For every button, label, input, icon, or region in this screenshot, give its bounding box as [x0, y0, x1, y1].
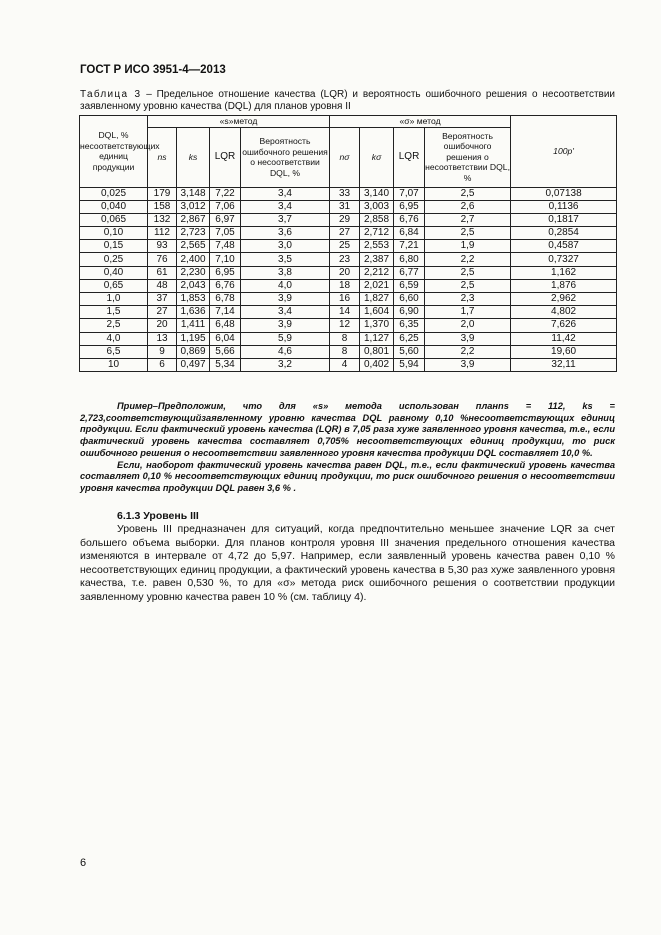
table-cell: 2,387	[360, 253, 394, 266]
table-row	[80, 266, 617, 279]
table-cell: 3,2	[241, 358, 330, 371]
table-cell: 16	[330, 293, 360, 306]
table-cell: 7,48	[210, 240, 241, 253]
table-caption	[80, 89, 615, 113]
table-cell: 0,07138	[511, 187, 617, 200]
header-s-method: «s»метод	[148, 116, 330, 128]
table-cell: 27	[330, 227, 360, 240]
section-body	[80, 523, 615, 605]
table-caption-text: – Предельное отношение качества (LQR) и вероятность ошибочного решения о несоответствии заявленному уровню качества (DQL) для планов уровня II	[80, 89, 616, 112]
table-cell: 3,6	[241, 227, 330, 240]
table-cell: 20	[148, 319, 177, 332]
table-cell: 29	[330, 213, 360, 226]
table-cell: 3,140	[360, 187, 394, 200]
table-cell: 2,230	[177, 266, 210, 279]
table-cell: 4,802	[511, 306, 617, 319]
table-cell: 112	[148, 227, 177, 240]
table-cell: 7,626	[511, 319, 617, 332]
table-cell: 6,59	[394, 279, 425, 292]
table-cell: 2,0	[425, 319, 511, 332]
table-cell: 0,65	[80, 279, 148, 292]
table-row	[80, 227, 617, 240]
table-cell: 5,9	[241, 332, 330, 345]
table-cell: 2,712	[360, 227, 394, 240]
table-cell: 27	[148, 306, 177, 319]
table-cell: 6,95	[210, 266, 241, 279]
header-sigma-method: «σ» метод	[330, 116, 511, 128]
table-cell: 6,76	[210, 279, 241, 292]
table-cell: 3,012	[177, 200, 210, 213]
table-cell: 10	[80, 358, 148, 371]
table-cell: 2,2	[425, 345, 511, 358]
section-paragraph: Уровень III предназначен для ситуаций, когда предпочтительно меньшее значение LQR за счет большего объема выборки. Для планов контроля уровня III значения предельного отношения качества изменяются в интервале от 4,72 до 5,97. Например, если заявленный уровень качества равен 0,10 % несоответствующих единиц продукции, а фактический уровень качества в 5,30 раз хуже заявленного уровня качества, т.е. равен 0,530 %, то для «σ» метода риск ошибочного решения о соответствии продукции заявленному уровню качества равен 10 % (см. таблицу 4).	[80, 523, 615, 603]
table-row	[80, 187, 617, 200]
table-cell: 0,869	[177, 345, 210, 358]
page-number: 6	[80, 857, 87, 869]
table-cell: 13	[148, 332, 177, 345]
table-cell: 0,1817	[511, 213, 617, 226]
table-cell: 0,402	[360, 358, 394, 371]
table-cell: 4	[330, 358, 360, 371]
table-cell: 6,78	[210, 293, 241, 306]
table-cell: 7,21	[394, 240, 425, 253]
table-cell: 31	[330, 200, 360, 213]
table-cell: 1,370	[360, 319, 394, 332]
table-cell: 7,10	[210, 253, 241, 266]
table-cell: 2,565	[177, 240, 210, 253]
table-cell: 1,9	[425, 240, 511, 253]
table-cell: 6,35	[394, 319, 425, 332]
table-cell: 1,5	[80, 306, 148, 319]
table-cell: 0,10	[80, 227, 148, 240]
table-cell: 1,162	[511, 266, 617, 279]
table-cell: 5,94	[394, 358, 425, 371]
table-cell: 11,42	[511, 332, 617, 345]
table-row	[80, 279, 617, 292]
table-cell: 0,497	[177, 358, 210, 371]
table-cell: 7,05	[210, 227, 241, 240]
table-row	[80, 306, 617, 319]
table-cell: 2,553	[360, 240, 394, 253]
section-heading: 6.1.3 Уровень III	[117, 510, 199, 522]
table-cell: 76	[148, 253, 177, 266]
table-cell: 93	[148, 240, 177, 253]
table-cell: 3,9	[241, 319, 330, 332]
table-cell: 9	[148, 345, 177, 358]
table-cell: 3,003	[360, 200, 394, 213]
table-cell: 2,5	[425, 227, 511, 240]
example-paragraph-2: Если, наоборот фактический уровень качества равен DQL, т.е., если фактический уровень качества составляет 0,10 % несоответствующих единиц продукции, то риск ошибочного решения о несоответствии уровня качества продукции DQL равен 3,6 % .	[80, 459, 615, 493]
example-block	[80, 401, 615, 495]
table-cell: 5,66	[210, 345, 241, 358]
table-cell: 33	[330, 187, 360, 200]
header-prob-sigma: Вероятность ошибочного решения о несоответствии DQL, %	[425, 127, 511, 187]
table-body	[80, 187, 617, 372]
table-cell: 5,60	[394, 345, 425, 358]
table-cell: 2,212	[360, 266, 394, 279]
table-cell: 2,3	[425, 293, 511, 306]
header-lqr-sigma: LQR	[394, 127, 425, 187]
table-cell: 23	[330, 253, 360, 266]
table-cell: 0,4587	[511, 240, 617, 253]
table-cell: 3,4	[241, 187, 330, 200]
table-cell: 1,411	[177, 319, 210, 332]
table-cell: 3,148	[177, 187, 210, 200]
table-cell: 0,025	[80, 187, 148, 200]
table-cell: 3,7	[241, 213, 330, 226]
table-cell: 14	[330, 306, 360, 319]
table-cell: 61	[148, 266, 177, 279]
table-cell: 2,723	[177, 227, 210, 240]
table-cell: 6,84	[394, 227, 425, 240]
table-cell: 4,6	[241, 345, 330, 358]
table-cell: 4,0	[241, 279, 330, 292]
table-cell: 6,80	[394, 253, 425, 266]
table-cell: 37	[148, 293, 177, 306]
table-row	[80, 240, 617, 253]
header-ksigma: kσ	[360, 127, 394, 187]
table-cell: 1,127	[360, 332, 394, 345]
table-cell: 2,021	[360, 279, 394, 292]
table-row	[80, 200, 617, 213]
table-caption-label: Таблица 3	[80, 89, 142, 100]
table-cell: 0,40	[80, 266, 148, 279]
table-cell: 1,195	[177, 332, 210, 345]
example-paragraph-1: Пример–Предположим, что для «s» метода использован планns = 112, ks = 2,723,соответствующийзаявленному уровню качества DQL равному 0,10 %несоответствующих единиц продукции. Если фактический уровень качества (LQR) в 7,05 раза хуже заявленного уровня качества, т.е., если фактический уровень качества составляет 0,705% несоответствующих единиц продукции, то риск ошибочного решения о несоответствии заявленного уровня качества продукции DQL составляет 10,0 %.	[80, 401, 615, 458]
table-row	[80, 293, 617, 306]
table-cell: 25	[330, 240, 360, 253]
header-ns: ns	[148, 127, 177, 187]
table-cell: 2,043	[177, 279, 210, 292]
table-cell: 12	[330, 319, 360, 332]
table-cell: 6,5	[80, 345, 148, 358]
table-cell: 3,4	[241, 200, 330, 213]
table-cell: 18	[330, 279, 360, 292]
table-cell: 0,2854	[511, 227, 617, 240]
table-cell: 5,34	[210, 358, 241, 371]
table-row	[80, 345, 617, 358]
table-cell: 3,9	[241, 293, 330, 306]
table-row	[80, 319, 617, 332]
table-cell: 1,7	[425, 306, 511, 319]
table-cell: 1,0	[80, 293, 148, 306]
table-cell: 7,06	[210, 200, 241, 213]
table-cell: 8	[330, 332, 360, 345]
table-cell: 2,5	[425, 187, 511, 200]
table-cell: 2,5	[425, 279, 511, 292]
header-ks: ks	[177, 127, 210, 187]
header-dql: DQL, % несоответствующих единиц продукции	[80, 116, 148, 188]
table-cell: 4,0	[80, 332, 148, 345]
table-cell: 0,15	[80, 240, 148, 253]
table-cell: 2,867	[177, 213, 210, 226]
table-cell: 0,25	[80, 253, 148, 266]
table-cell: 19,60	[511, 345, 617, 358]
table-cell: 0,1136	[511, 200, 617, 213]
table-cell: 132	[148, 213, 177, 226]
table-cell: 7,14	[210, 306, 241, 319]
table-row	[80, 358, 617, 371]
table-cell: 2,858	[360, 213, 394, 226]
table-cell: 20	[330, 266, 360, 279]
table-cell: 8	[330, 345, 360, 358]
table-row	[80, 332, 617, 345]
table-cell: 6,25	[394, 332, 425, 345]
table-cell: 6,97	[210, 213, 241, 226]
table-cell: 3,9	[425, 332, 511, 345]
table-row	[80, 213, 617, 226]
table-cell: 2,2	[425, 253, 511, 266]
table-cell: 6,95	[394, 200, 425, 213]
table-cell: 179	[148, 187, 177, 200]
table-row	[80, 253, 617, 266]
table-cell: 2,7	[425, 213, 511, 226]
table-cell: 0,7327	[511, 253, 617, 266]
table-cell: 0,801	[360, 345, 394, 358]
table-cell: 1,604	[360, 306, 394, 319]
header-prob-s: Вероятность ошибочного решения о несоответствии DQL, %	[241, 127, 330, 187]
table-cell: 3,9	[425, 358, 511, 371]
standard-designation: ГОСТ Р ИСО 3951-4—2013	[80, 64, 226, 76]
table-cell: 6,48	[210, 319, 241, 332]
table-cell: 7,22	[210, 187, 241, 200]
header-nsigma: nσ	[330, 127, 360, 187]
table-cell: 0,040	[80, 200, 148, 213]
table-cell: 6,76	[394, 213, 425, 226]
table-cell: 2,5	[80, 319, 148, 332]
table-cell: 3,4	[241, 306, 330, 319]
table-cell: 1,636	[177, 306, 210, 319]
table-cell: 6,04	[210, 332, 241, 345]
table-cell: 2,962	[511, 293, 617, 306]
table-cell: 2,400	[177, 253, 210, 266]
table-cell: 1,827	[360, 293, 394, 306]
table-cell: 6,60	[394, 293, 425, 306]
table-cell: 7,07	[394, 187, 425, 200]
table-cell: 158	[148, 200, 177, 213]
table-cell: 1,876	[511, 279, 617, 292]
table-cell: 6	[148, 358, 177, 371]
table-cell: 3,8	[241, 266, 330, 279]
table-cell: 32,11	[511, 358, 617, 371]
header-lqr-s: LQR	[210, 127, 241, 187]
table-cell: 3,0	[241, 240, 330, 253]
table-cell: 1,853	[177, 293, 210, 306]
table-3	[79, 115, 617, 372]
table-cell: 3,5	[241, 253, 330, 266]
header-100p: 100p'	[511, 116, 617, 188]
table-cell: 48	[148, 279, 177, 292]
table-cell: 0,065	[80, 213, 148, 226]
table-cell: 6,77	[394, 266, 425, 279]
table-cell: 2,5	[425, 266, 511, 279]
table-cell: 6,90	[394, 306, 425, 319]
table-cell: 2,6	[425, 200, 511, 213]
